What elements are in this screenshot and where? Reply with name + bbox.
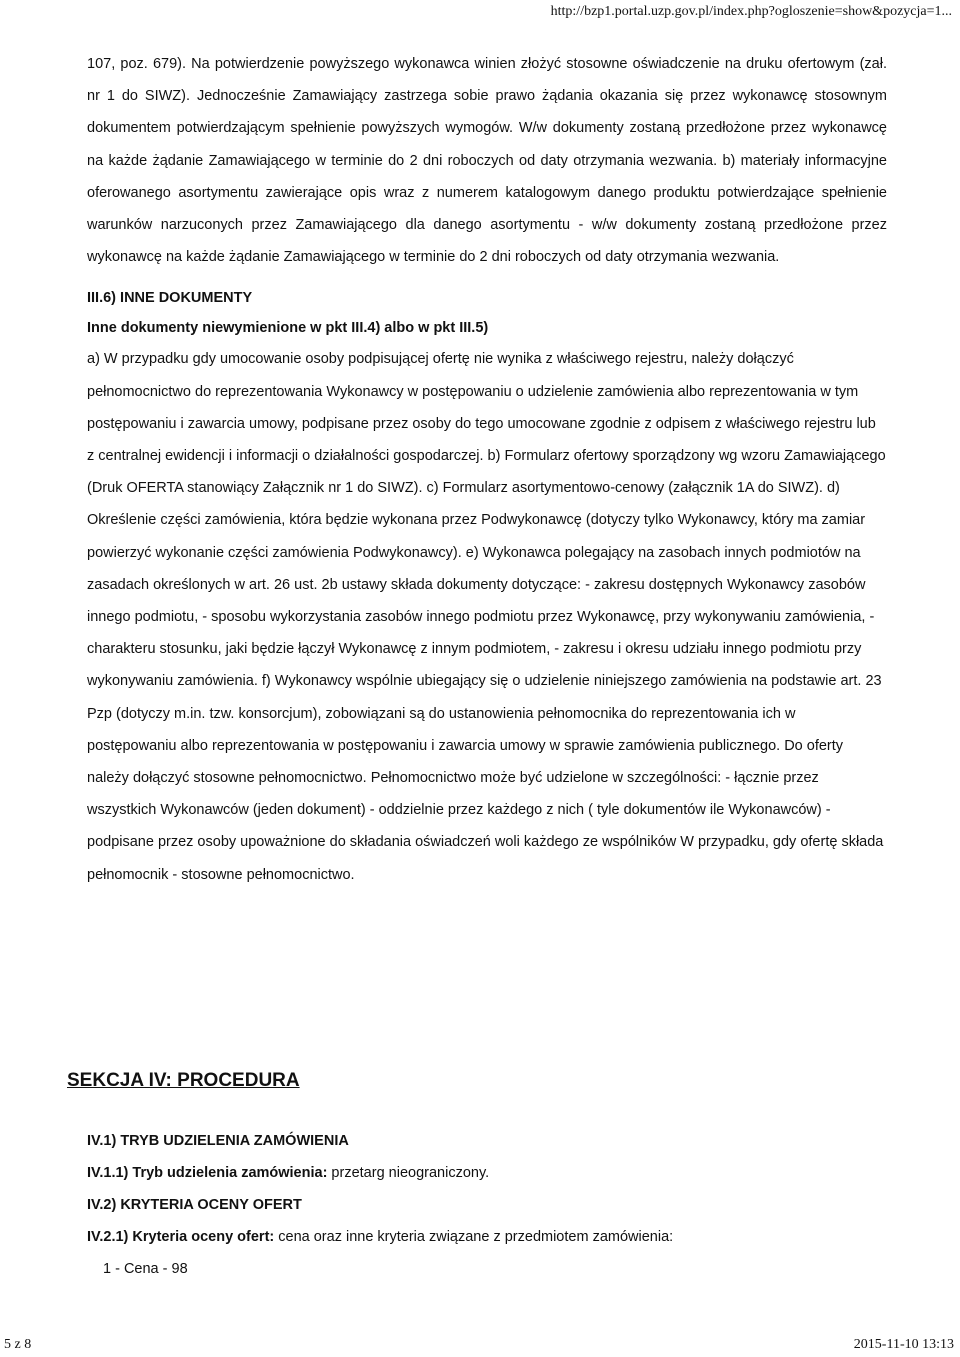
criterion-item: 1 - Cena - 98 [103, 1261, 188, 1277]
iv1-heading: IV.1) TRYB UDZIELENIA ZAMÓWIENIA [87, 1133, 349, 1149]
iv21-value: cena oraz inne kryteria związane z przedmiotem zamówienia: [274, 1229, 674, 1245]
page-url: http://bzp1.portal.uzp.gov.pl/index.php?ogloszenie=show&pozycja=1... [550, 4, 952, 19]
print-datetime: 2015-11-10 13:13 [853, 1337, 954, 1352]
document-body [87, 48, 887, 891]
section-iii6-subheading: Inne dokumenty niewymienione w pkt III.4) albo w pkt III.5) [87, 320, 489, 337]
print-footer [0, 1337, 960, 1357]
section-iii6-heading: III.6) INNE DOKUMENTY [87, 290, 253, 307]
iv11-line [87, 1157, 887, 1189]
section-iv-title: SEKCJA IV: PROCEDURA [67, 1070, 300, 1091]
iv11-value: przetarg nieograniczony. [327, 1165, 490, 1181]
iv11-label: IV.1.1) Tryb udzielenia zamówienia: [87, 1165, 328, 1181]
iv21-label: IV.2.1) Kryteria oceny ofert: [87, 1229, 275, 1245]
iv2-heading: IV.2) KRYTERIA OCENY OFERT [87, 1197, 302, 1213]
iv21-line [87, 1221, 887, 1253]
procedure-block [87, 1125, 887, 1285]
section-iii6-body: a) W przypadku gdy umocowanie osoby podpisującej ofertę nie wynika z właściwego rejestru, należy dołączyć pełnomocnictwo do reprezentowania Wykonawcy w postępowaniu o udzielenie zamówienia albo reprezentowania w tym postępowaniu i zawarcia umowy, podpisane przez osoby do tego umocowane zgodnie z odpisem z właściwego rejestru lub z centralnej ewidencji i informacji o działalności gospodarczej. b) Formularz ofertowy sporządzony wg wzoru Zamawiającego (Druk OFERTA stanowiący Załącznik nr 1 do SIWZ). c) Formularz asortymentowo-cenowy (załącznik 1A do SIWZ). d) Określenie części zamówienia, która będzie wykonana przez Podwykonawcę (dotyczy tylko Wykonawcy, który ma zamiar powierzyć wykonanie części zamówienia Podwykonawcy). e) Wykonawca polegający na zasobach innych podmiotów na zasadach określonych w art. 26 ust. 2b ustawy składa dokumenty dotyczące: - zakresu dostępnych Wykonawcy zasobów innego podmiotu, - sposobu wykorzystania zasobów innego podmiotu przez Wykonawcę, przy wykonywaniu zamówienia, - charakteru stosunku, jaki będzie łączył Wykonawcę z innym podmiotem, - zakresu i okresu udziału innego podmiotu przy wykonywaniu zamówienia. f) Wykonawcy wspólnie ubiegający się o udzielenie niniejszego zamówienia na podstawie art. 23 Pzp (dotyczy m.in. tzw. konsorcjum), zobowiązani są do ustanowienia pełnomocnika do reprezentowania ich w postępowaniu albo reprezentowania w postępowaniu i zawarcia umowy w sprawie zamówienia publicznego. Do oferty należy dołączyć stosowne pełnomocnictwo. Pełnomocnictwo może być udzielone w szczególności: - łącznie przez wszystkich Wykonawców (jeden dokument) - oddzielnie przez każdego z nich ( tyle dokumentów ile Wykonawców) - podpisane przez osoby upoważnione do składania oświadczeń woli każdego ze wspólników W przypadku, gdy ofertę składa pełnomocnik - stosowne pełnomocnictwo. [87, 351, 886, 883]
page-number: 5 z 8 [4, 1337, 32, 1352]
intro-paragraph: 107, poz. 679). Na potwierdzenie powyższego wykonawca winien złożyć stosowne oświadczenie na druku ofertowym (zał. nr 1 do SIWZ). Jednocześnie Zamawiający zastrzega sobie prawo żądania okazania się przez wykonawcę stosownym dokumentem potwierdzającym spełnienie powyższych wymogów. W/w dokumenty zostaną przedłożone przez wykonawcę na każde żądanie Zamawiającego w terminie do 2 dni roboczych od daty otrzymania wezwania. b) materiały informacyjne oferowanego asortymentu zawierające opis wraz z numerem katalogowym danego produktu potwierdzające spełnienie warunków narzuconych przez Zamawiającego dla danego asortymentu - w/w dokumenty zostaną przedłożone przez wykonawcę na każde żądanie Zamawiającego w terminie do 2 dni roboczych od daty otrzymania wezwania. [87, 56, 887, 266]
